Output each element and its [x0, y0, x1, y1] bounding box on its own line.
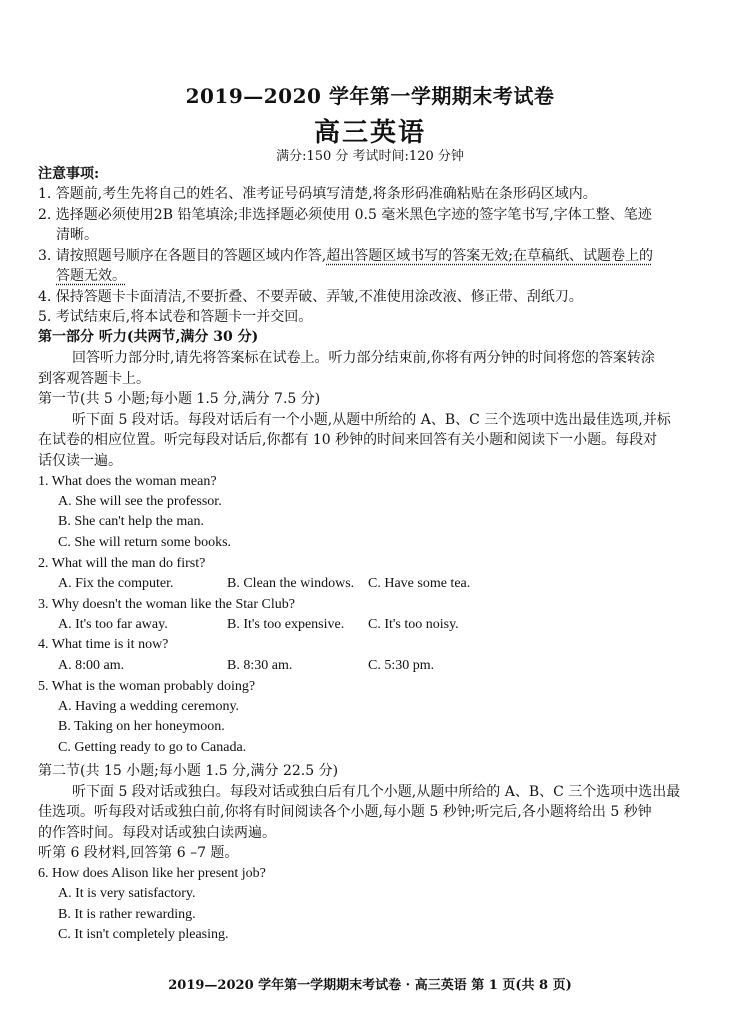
section1-instructions: 在试卷的相应位置。听完每段对话后,你都有 10 秒钟的时间来回答有关小题和阅读下一小题。每段对	[38, 432, 658, 448]
option-b: B. Clean the windows.	[227, 576, 355, 591]
part1-intro: 回答听力部分时,请先将答案标在试卷上。听力部分结束前,你将有两分钟的时间将您的答案转涂	[72, 350, 655, 366]
question-stem: 1. What does the woman mean?	[38, 474, 217, 489]
section1-instructions: 话仅读一遍。	[38, 453, 122, 469]
option-b: B. It's too expensive.	[227, 617, 345, 632]
option-c: C. It isn't completely pleasing.	[58, 927, 229, 942]
option-b: B. It is rather rewarding.	[58, 907, 196, 922]
exam-subject: 高三英语	[313, 118, 426, 148]
notice-item-text: 3. 请按照题号顺序在各题目的答题区域内作答,	[38, 248, 327, 264]
option-a: A. It is very satisfactory.	[58, 886, 196, 901]
option-a: A. She will see the professor.	[58, 494, 222, 509]
question-stem: 3. Why doesn't the woman like the Star Club?	[38, 597, 295, 612]
option-c: C. It's too noisy.	[368, 617, 459, 632]
option-b: B. Taking on her honeymoon.	[58, 719, 225, 734]
page-footer: 2019—2020 学年第一学期期末考试卷 · 高三英语 第 1 页(共 8 页)	[168, 978, 572, 993]
question-stem: 5. What is the woman probably doing?	[38, 679, 256, 694]
notice-item: 4. 保持答题卡卡面清洁,不要折叠、不要弄破、弄皱,不准使用涂改液、修正带、刮纸刀。	[38, 289, 583, 305]
option-b: B. She can't help the man.	[58, 514, 204, 529]
notice-item-cont: 答题无效。	[56, 268, 126, 284]
material-note: 听第 6 段材料,回答第 6 –7 题。	[38, 845, 239, 861]
exam-meta: 满分:150 分 考试时间:120 分钟	[276, 149, 464, 164]
notice-item-cont: 清晰。	[56, 227, 98, 243]
option-c: C. 5:30 pm.	[368, 658, 435, 673]
notice-item	[38, 246, 653, 266]
notice-item: 2. 选择题必须使用2B 铅笔填涂;非选择题必须使用 0.5 毫米黑色字迹的签字笔书写,字体工整、笔迹	[38, 207, 652, 223]
notice-item: 5. 考试结束后,将本试卷和答题卡一并交回。	[38, 309, 313, 325]
question-stem: 6. How does Alison like her present job?	[38, 866, 266, 881]
exam-title: 2019—2020 学年第一学期期末考试卷	[185, 84, 555, 108]
section1-heading: 第一节(共 5 小题;每小题 1.5 分,满分 7.5 分)	[38, 391, 321, 407]
section2-heading: 第二节(共 15 小题;每小题 1.5 分,满分 22.5 分)	[38, 763, 339, 779]
section2-instructions: 佳选项。听每段对话或独白前,你将有时间阅读各个小题,每小题 5 秒钟;听完后,各小题将给出 5 秒钟	[38, 804, 652, 820]
option-a: A. Having a wedding ceremony.	[58, 699, 240, 714]
section1-instructions: 听下面 5 段对话。每段对话后有一个小题,从题中所给的 A、B、C 三个选项中选出最佳选项,并标	[72, 412, 671, 428]
option-a: A. Fix the computer.	[58, 576, 174, 591]
option-a: A. 8:00 am.	[58, 658, 125, 673]
option-c: C. She will return some books.	[58, 535, 232, 550]
question-stem: 4. What time is it now?	[38, 637, 169, 652]
notice-item: 1. 答题前,考生先将自己的姓名、准考证号码填写清楚,将条形码准确粘贴在条形码区域内。	[38, 186, 597, 202]
part1-intro: 到客观答题卡上。	[38, 371, 150, 387]
notice-item-emphasis: 超出答题区域书写的答案无效;在草稿纸、试题卷上的	[326, 248, 653, 264]
notice-heading: 注意事项:	[38, 166, 100, 182]
question-stem: 2. What will the man do first?	[38, 556, 206, 571]
section2-instructions: 的作答时间。每段对话或独白读两遍。	[38, 825, 276, 841]
part1-heading: 第一部分 听力(共两节,满分 30 分)	[38, 329, 259, 345]
option-b: B. 8:30 am.	[227, 658, 293, 673]
section2-instructions: 听下面 5 段对话或独白。每段对话或独白后有几个小题,从题中所给的 A、B、C 三个选项中选出最	[72, 784, 681, 800]
option-c: C. Have some tea.	[368, 576, 471, 591]
option-c: C. Getting ready to go to Canada.	[58, 740, 247, 755]
option-a: A. It's too far away.	[58, 617, 168, 632]
